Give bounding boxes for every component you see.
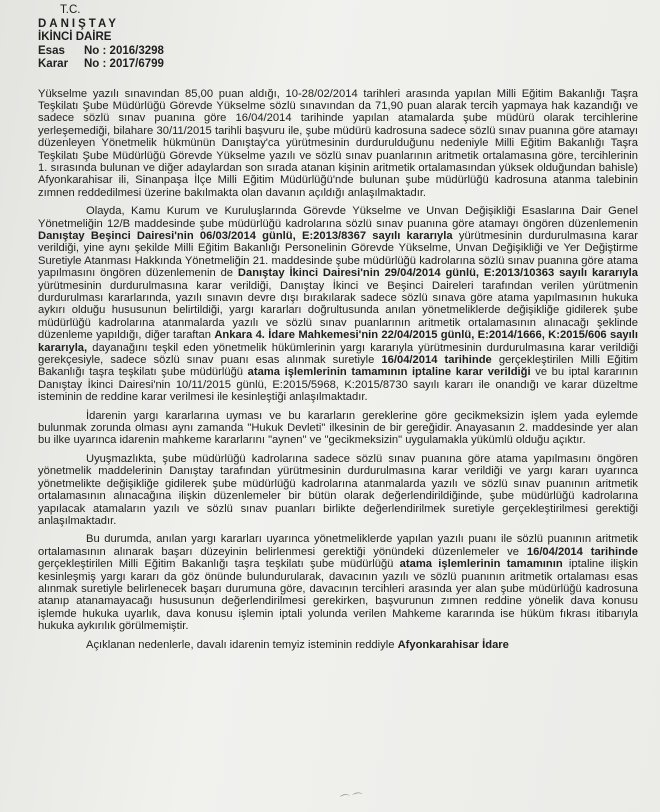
- paragraph-text: iptaline ilişkin kesinleşmiş yargı kararı da göz önünde bulundurularak, davacının yazılı ve sözlü puanının aritmetik ortalaması esas alınmak suretiyle belirlenecek başarı durumuna göre, davacının tercihleri arasında yer alan şube müdürlüğü kadrosuna atanıp atanamayacağı hususunun değerlendirilmesi gerekirken, başvurunun zımnen reddine yönelik dava konusu işlemde hukuka uyarlık, dava konusu işlemin iptali yolunda verilen Mahkeme kararında ise hüküm fıkrası itibarıyla hukuka aykırılık görülmemiştir.: [38, 558, 638, 633]
- bold-text: 16/04/2014 tarihinde: [526, 545, 638, 558]
- paragraph-text: yürütmesinin durdurulmasına karar verildiği, yine aynı şekilde Milli Eğitim Bakanlığı Personelinin Görevde Yükselme, Unvan Değişikliği ve Yer Değiştirme Suretiyle Atanması Hakkında Yönetmeliğin 21. maddesinde şube müdürlüğü kadrolarına sözlü sınav puanına göre atama yapılmasını öngören düzenlemenin de: [38, 229, 638, 280]
- bold-text: Ankara 4. İdare Mahkemesi'nin 22/04/2015 günlü, E:2014/1666, K:2015/606 sayılı kararıyla,: [38, 329, 638, 354]
- paragraph-text: İdarenin yargı kararlarına uyması ve bu kararların gereklerine göre gecikmeksizin işlem yada eylemde bulunmak zorunda olması aynı zamanda "Hukuk Devleti" ilkesinin de bir gereğidir. Anayasanın 2. maddesinde yer alan bu ilke uyarınca idarenin mahkeme kararlarını "aynen" ve "gecikmeksizin" uygulamakla yükümlü olduğu açıktır.: [38, 409, 638, 447]
- bold-text: Danıştay Beşinci Dairesi'nin 06/03/2014 günlü, E:2013/8367 sayılı kararıyla: [38, 229, 453, 242]
- paragraph-text: Bu durumda, anılan yargı kararları uyarınca yönetmeliklerde yapılan yazılı puanı ile sözlü puanının aritmetik ortalamasının alınarak başarı düzeyinin belirlenmesi gerektiği yönündeki düzenlemeler ve: [38, 533, 638, 558]
- paragraph-text: gerçekleştirilen Milli Eğitim Bakanlığı taşra teşkilatı şube müdürlüğü: [38, 558, 400, 571]
- paragraph: [38, 639, 638, 651]
- esas-label: Esas: [38, 44, 65, 57]
- paragraph: [38, 88, 638, 200]
- esas-number: No : 2016/3298: [84, 44, 164, 57]
- paragraph-text: ve bu iptal kararının Danıştay İkinci Dairesi'nin 10/11/2015 günlü, E:2015/5968, K:2015/8730 sayılı kararı ile onandığı ve karar düzeltme isteminin de reddine karar verilmesi ile kesinleştiği anlaşılmaktadır.: [38, 366, 638, 404]
- paragraph: [38, 453, 638, 527]
- document-body: [38, 88, 638, 651]
- karar-label: Karar: [38, 58, 69, 70]
- bold-text: Afyonkarahisar İdare: [397, 638, 509, 651]
- paragraph-text: Açıklanan nedenlerle, davalı idarenin temyiz isteminin reddiyle: [86, 638, 398, 651]
- paragraph: [38, 205, 638, 404]
- paragraph-text: yürütmesinin durdurulmasına karar verildiği, Danıştay İkinci ve Beşinci Daireleri tarafından verilen yürütmenin durdurulması kararlarında, yazılı sınavın devre dışı bırakılarak sadece sözlü sınava göre atama yapılmasının hukuka aykırı olduğu hususunun belirtildiği, yargı kararları doğrultusunda anılan yönetmeliklerde değişikliğe gidilerek şube müdürlüğü kadrolarına atanmalarda yazılı ve sözlü sınav puanlarının aritmetik ortalamasının alınacağı şeklinde düzenleme yapıldığı, diğer taraftan: [38, 279, 638, 342]
- paragraph-text: Uyuşmazlıkta, şube müdürlüğü kadrolarına sadece sözlü sınav puanına göre atama yapılmasını öngören yönetmelik maddelerinin Danıştay tarafından yürütmesinin durdurulmasına karar verildiği ve yargı kararı uyarınca yönetmelikte değişikliğe gidilerek şube müdürlüğü kadrolarına atanmalarda yazılı ve sözlü sınav puanının aritmetik ortalamasının alınacağına ilişkin düzenlemeler bir bütün olarak değerlendirildiğinde, şube müdürlüğü kadrolarına yapılacak atamaların yazılı ve sözlü sınav puanları birlikte değerlendirilmek suretiyle gerçekleştirilmesi gerektiği anlaşılmaktadır.: [38, 452, 638, 527]
- stamp-mark: ⌒ ⌒: [339, 792, 364, 807]
- bold-text: 16/04/2014 tarihinde: [381, 354, 492, 367]
- paragraph: [38, 410, 638, 447]
- esas-row: [38, 45, 638, 59]
- paragraph-text: dayanağını teşkil eden yönetmelik hükümlerinin yargı kararıyla yürütmesinin durdurulmasına karar verildiği gerekçesiyle, sadece sözlü sınav puanı esas alınmak suretiyle: [38, 341, 638, 367]
- paragraph-text: Olayda, Kamu Kurum ve Kuruluşlarında Görevde Yükselme ve Unvan Değişikliği Esaslarına Dair Genel Yönetmeliğin 12/B maddesinde şube müdürlüğü kadrolarına sözlü sınav puanına göre atamayı öngören düzenlemenin: [38, 205, 638, 230]
- paragraph-text: Yükselme yazılı sınavından 85,00 puan aldığı, 10-28/02/2014 tarihleri arasında yapılan Milli Eğitim Bakanlığı Taşra Teşkilatı Şube Müdürlüğü Görevde Yükselme sözlü sınavından da 71,90 puan alarak tercih yapmaya hak kazandığı ve sadece sözlü sınav puanına göre 16/04/2014 tarihinde yapılan atamalarda şube müdürü olarak tercihlerine yerleşemediği, bilahare 30/11/2015 tarihli başvuru ile, şube müdürü kadrosuna sadece sözlü sınav puanına göre atamayı düzenleyen Yönetmelik hükmünün Danıştay'ca yürütmesinin durdurulduğunu nedeniyle Milli Eğitim Bakanlığı Taşra Teşkilatı Şube Müdürlüğü Görevde Yükselme yazılı ve sözlü sınav puanlarının aritmetik ortalamasına göre, tercihlerinin 1. sırasında bulunan ve diğer adaylardan son sırada atanan kişinin aritmetik ortalamasından yüksek olduğundan bahisle) Afyonkarahisar ili, Sinanpaşa İlçe Milli Eğitim Müdürlüğü'nde bulunan şube müdürlüğü kadrosuna atanma talebinin zımnen reddedilmesi üzerine bakılmakta olan davanın açıldığı anlaşılmaktadır.: [38, 87, 638, 199]
- bold-text: atama işlemlerinin tamamının: [399, 558, 563, 571]
- paragraph: [38, 533, 638, 632]
- chamber-name: İKİNCİ DAİRE: [38, 31, 112, 43]
- karar-number: No : 2017/6799: [84, 58, 164, 70]
- document-header: [38, 4, 638, 72]
- court-name: DANIŞTAY: [38, 17, 119, 30]
- bold-text: atama işlemlerinin tamamının iptaline karar verildiği: [247, 366, 531, 379]
- republic-label: T.C.: [60, 4, 81, 16]
- paragraph-text: gerçekleştirilen Milli Eğitim Bakanlığı taşra teşkilatı şube müdürlüğü: [38, 354, 638, 379]
- bold-text: Danıştay İkinci Dairesi'nin 29/04/2014 günlü, E:2013/10363 sayılı kararıyla: [237, 267, 638, 280]
- karar-row: [38, 58, 638, 72]
